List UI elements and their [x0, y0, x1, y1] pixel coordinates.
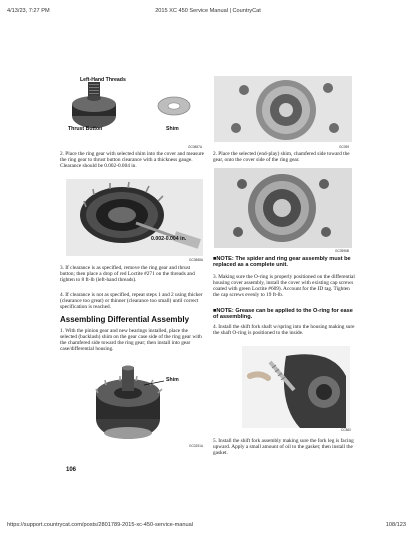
shift-fork-shaft-drawing	[242, 346, 350, 428]
print-timestamp: 4/13/23, 7:27 PM	[7, 8, 50, 14]
thrust-button-label: Thrust Button	[68, 126, 103, 132]
differential-shim-photo	[86, 363, 204, 448]
figure-code: GC0596B	[335, 249, 349, 253]
shift-fork-shaft-photo	[242, 346, 350, 428]
shim-label: Shim	[166, 377, 179, 383]
housing-cover-drawing	[214, 76, 352, 142]
figure-code: GC0887A	[188, 145, 202, 149]
housing-cover-photo	[214, 76, 352, 142]
shim-label: Shim	[166, 126, 179, 132]
step-2-text: 2. Place the ring gear with selected shim into the cover and measure the ring gear to thrust button clearance with a thickness gauge. Clearance should be 0.002-0.004 in.	[60, 151, 204, 170]
thrust-button-shim-photo	[66, 76, 201, 142]
step-4-text: 4. If clearance is not as specified, repeat steps 1 and 2 using thicker (clearance too great) or thinner (clearance too small) until correct specification is reached.	[60, 292, 203, 311]
gear-in-housing-drawing	[214, 168, 352, 248]
note-grease: ■NOTE: Grease can be applied to the O-ring for ease of assembling.	[213, 308, 353, 321]
print-url: https://support.countrycat.com/posts/2801789-2015-xc-450-service-manual	[7, 522, 193, 528]
ring-gear-drawing	[66, 179, 203, 256]
figure-code: CC860	[341, 428, 351, 432]
figure-code: GC0888A	[189, 258, 203, 262]
thrust-button-shim-drawing	[66, 76, 201, 142]
step-4-text: 4. Install the shift fork shaft w/spring into the housing making sure the shaft O-ring is positioned to the inside.	[213, 324, 355, 337]
step-5-text: 5. Install the shift fork assembly making sure the fork leg is facing upward. Apply a small amount of oil to the gasket; then install the gasket.	[213, 438, 354, 457]
step-3-text: 3. Making sure the O-ring is properly positioned on the differential housing cover assembly, install the cover with existing cap screws coated with green Loctite #609). Account for the ID tag. Tighten the cap screws evenly to 19 ft-lb.	[213, 274, 355, 299]
differential-drawing	[86, 363, 204, 448]
ring-gear-clearance-photo	[66, 179, 203, 256]
page-number: 106	[66, 467, 77, 473]
left-hand-threads-label: Left-Hand Threads	[80, 77, 126, 83]
section-heading: Assembling Differential Assembly	[60, 315, 190, 324]
note-replace-unit: ■NOTE: The spider and ring gear assembly must be replaced as a complete unit.	[213, 256, 351, 269]
figure-code: GC059	[339, 145, 350, 149]
step-3-text: 3. If clearance is as specified, remove the ring gear and thrust button; then place a drop of red Loctite #271 on the threads and tighten to 8 ft-lb (left-hand threads).	[60, 265, 195, 284]
print-page-count: 108/123	[385, 522, 406, 528]
figure-code: GC0251A	[189, 444, 203, 448]
gear-in-housing-photo	[214, 168, 352, 248]
print-page-title: 2015 XC 450 Service Manual | CountryCat	[155, 8, 261, 14]
clearance-label: 0.002-0.004 in.	[151, 236, 187, 242]
step-2-text: 2. Place the selected (end-play) shim, chamfered side toward the gear, onto the cover side of the ring gear.	[213, 151, 350, 164]
assembly-step-1-text: 1. With the pinion gear and new bearings installed, place the selected (backlash) shim on the gear case side of the ring gear with the chamfered side toward the ring gear; then install into gear case/differential housing.	[60, 328, 202, 353]
